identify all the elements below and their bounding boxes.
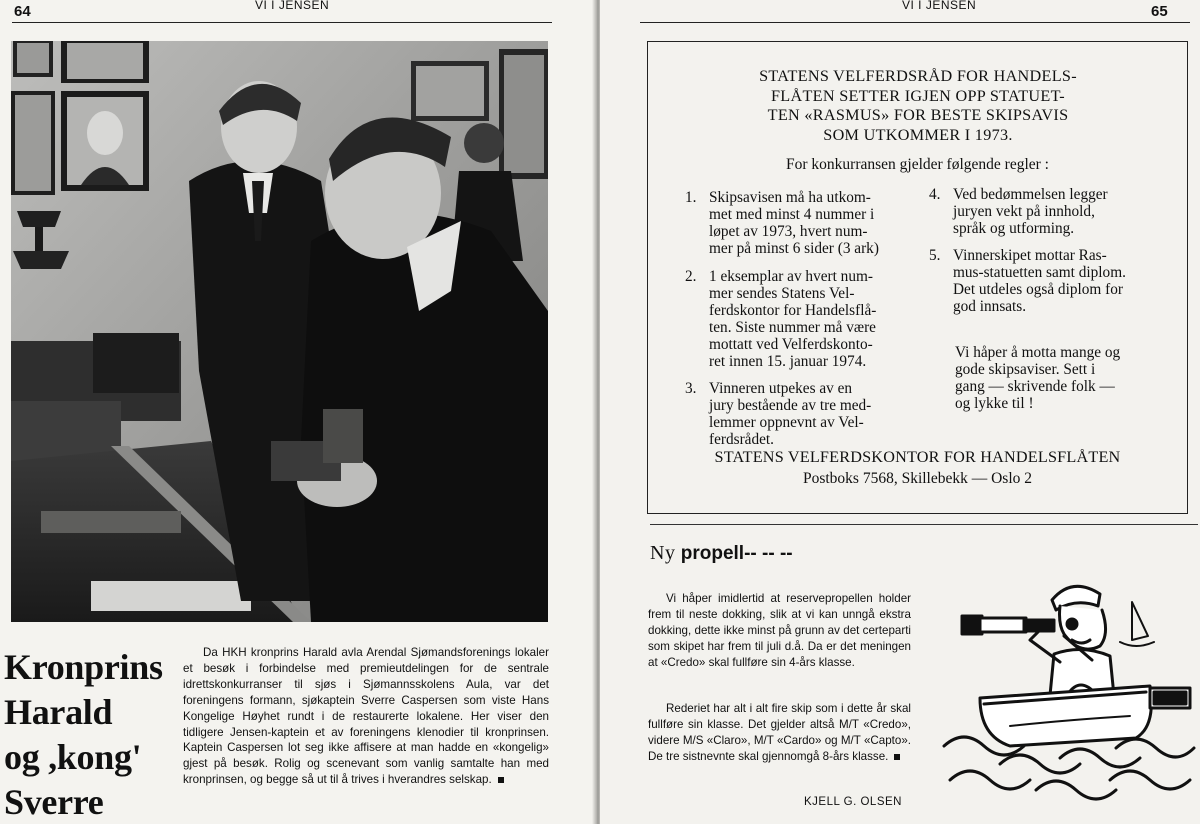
rule-line: språk og utforming. bbox=[953, 220, 1075, 237]
rule-line: juryen vekt på innhold, bbox=[953, 203, 1095, 220]
closing-line: gang — skrivende folk — bbox=[955, 378, 1115, 395]
header-rule bbox=[640, 22, 1190, 23]
rule-line: mer sendes Statens Vel- bbox=[709, 285, 855, 302]
rule-line: mer på minst 6 sider (3 ark) bbox=[709, 240, 879, 257]
rule-line: lemmer oppnevnt av Vel- bbox=[709, 414, 864, 431]
caption-text: Da HKH kronprins Harald avla Arendal Sjømandsforenings lokaler et besøk i forbindelse med premieutdelingen for de sentrale idrettskonkurranser til sjøs i Sjømannsskolens Aula, var det foreningens formann, sjøkaptein Sverre Caspersen som viste Hans Kongelige Høyhet rundt i de restaurerte lokalene. Her viser den tidligere Jensen-kaptein et av foreningens klenodier til kronprinsen. Kaptein Caspersen lot seg ikke affisere at man hadde en «kongelig» gjest på besøk. Rolig og scenevant som vanlig samtalte han med kronprinsen, og begge så ut til å trives i hverandres selskap. bbox=[183, 646, 549, 787]
end-mark bbox=[498, 777, 504, 783]
end-mark bbox=[894, 754, 900, 760]
rule-line: ferdsrådet. bbox=[709, 431, 774, 448]
closing-line: og lykke til ! bbox=[955, 395, 1034, 412]
rule-line: jury bestående av tre med- bbox=[709, 397, 872, 414]
notice-sender: STATENS VELFERDSKONTOR FOR HANDELSFLÅTEN bbox=[714, 448, 1121, 466]
article-paragraph: Vi håper imidlertid at reservepropellen holder frem til neste dokking, slik at vi kan unngå ekstra dokking, dette ikke minst på grunn av det certeparti som skipet har frem til juli d.å. Da er det meningen at «Credo» skal fullføre sin 4-års klasse. bbox=[648, 592, 911, 669]
page-number: 64 bbox=[14, 3, 31, 20]
rule-line: god innsats. bbox=[953, 298, 1027, 315]
rule-line: ferdskontor for Handelsflå- bbox=[709, 302, 877, 319]
article-title-main: propell bbox=[680, 543, 745, 564]
closing-line: Vi håper å motta mange og bbox=[955, 344, 1121, 361]
notice-title-line: STATENS VELFERDSRÅD FOR HANDELS- bbox=[759, 67, 1077, 85]
headline bbox=[4, 645, 179, 824]
rule-line: Vinneren utpekes av en bbox=[709, 380, 853, 397]
rule-number: 2. bbox=[685, 268, 697, 285]
right-page bbox=[600, 0, 1200, 824]
rule-line: Vinnerskipet mottar Ras- bbox=[953, 247, 1107, 264]
headline-line: Kronprins bbox=[4, 647, 163, 687]
rule-line: met med minst 4 nummer i bbox=[709, 206, 875, 223]
closing-line: gode skipsaviser. Sett i bbox=[955, 361, 1096, 378]
rule-line: Skipsavisen må ha utkom- bbox=[709, 189, 871, 206]
rule-number: 4. bbox=[929, 186, 941, 203]
rule-line: mottatt ved Velferdskonto- bbox=[709, 336, 873, 353]
headline-line: Harald bbox=[4, 692, 113, 732]
rule-number: 1. bbox=[685, 189, 697, 206]
page-number: 65 bbox=[1151, 3, 1168, 20]
article-title bbox=[650, 542, 793, 565]
rule-line: 1 eksemplar av hvert num- bbox=[709, 268, 873, 285]
rule-line: ten. Siste nummer må være bbox=[709, 319, 876, 336]
notice-title-line: FLÅTEN SETTER IGJEN OPP STATUET- bbox=[771, 86, 1065, 105]
notice-title-line: SOM UTKOMMER I 1973. bbox=[823, 125, 1013, 144]
headline-line: og ,kong' bbox=[4, 737, 142, 777]
press-photo bbox=[11, 41, 548, 622]
article-author: KJELL G. OLSEN bbox=[804, 796, 902, 808]
notice-address: Postboks 7568, Skillebekk — Oslo 2 bbox=[802, 470, 1033, 487]
sailor-cartoon bbox=[940, 576, 1198, 812]
rules-intro: For konkurransen gjelder følgende regler : bbox=[786, 156, 1049, 173]
rule-line: Ved bedømmelsen legger bbox=[953, 186, 1108, 203]
rule-line: mus-statuetten samt diplom. bbox=[953, 264, 1126, 281]
paragraph-text: Rederiet har alt i alt fire skip som i dette år skal fullføre sin klasse. Det gjelder altså M/T «Credo», videre M/S «Claro», M/T «Cardo» og M/T «Capto». De tre sistnevnte skal gjennomgå 8-års klasse. bbox=[648, 702, 911, 763]
notice-title-line: TEN «RASMUS» FOR BESTE SKIPSAVIS bbox=[767, 106, 1069, 124]
article-paragraph bbox=[648, 701, 911, 765]
rule-number: 5. bbox=[929, 247, 941, 264]
rule-line: ret innen 15. januar 1974. bbox=[709, 353, 867, 370]
notice-title bbox=[718, 67, 1118, 145]
article-title-prefix: Ny bbox=[650, 542, 676, 564]
rule-line: løpet av 1973, hvert num- bbox=[709, 223, 868, 240]
competition-notice bbox=[647, 41, 1188, 514]
article-rule bbox=[650, 524, 1198, 525]
header-rule bbox=[12, 22, 552, 23]
photo-caption bbox=[183, 645, 549, 788]
rule-line: Det utdeles også diplom for bbox=[953, 281, 1123, 298]
rule-number: 3. bbox=[685, 380, 697, 397]
running-head: VI I JENSEN bbox=[255, 0, 330, 12]
left-page bbox=[0, 0, 596, 824]
running-head: VI I JENSEN bbox=[902, 0, 977, 12]
closing-remarks bbox=[955, 344, 1120, 412]
headline-line: Sverre bbox=[4, 782, 104, 822]
article-title-suffix: -- -- -- bbox=[744, 543, 793, 564]
